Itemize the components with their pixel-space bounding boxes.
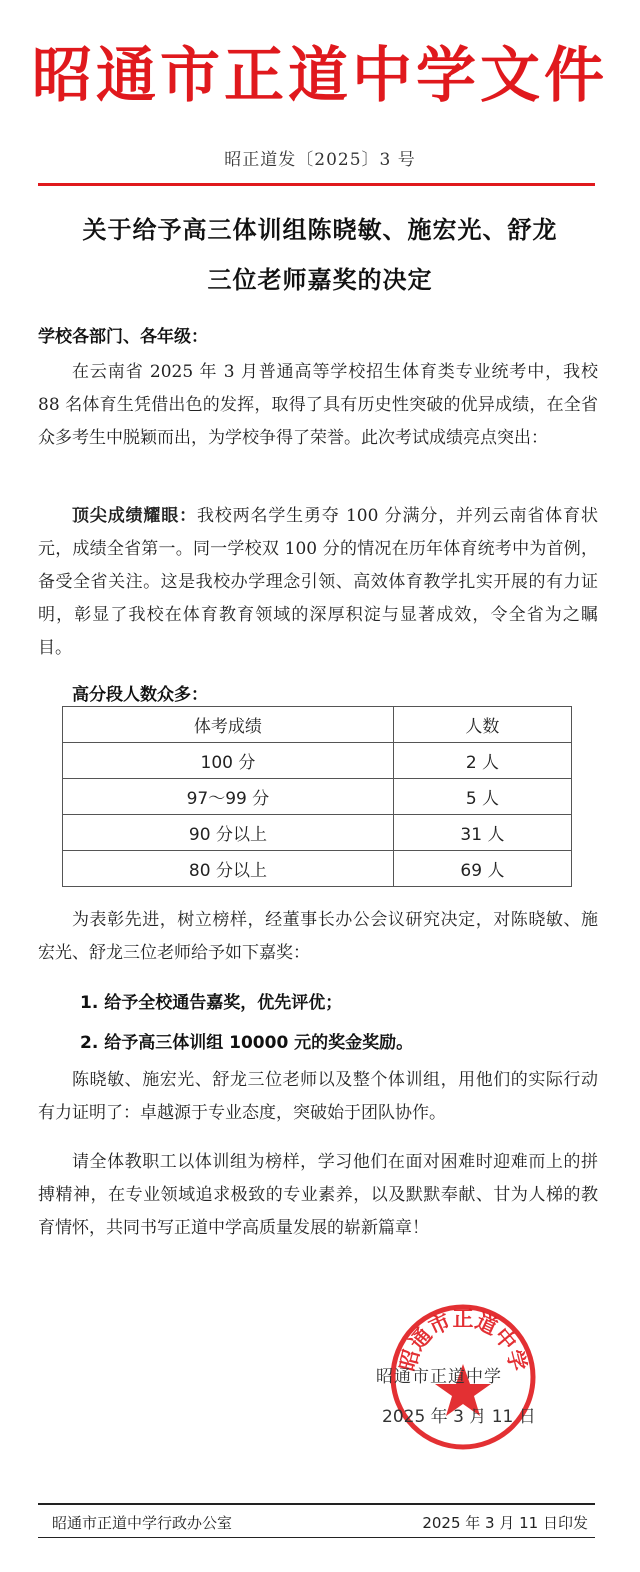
table-cell-count: 31 人 (393, 815, 571, 851)
table-cell-count: 5 人 (393, 779, 571, 815)
signature-date: 2025 年 3 月 11 日 (382, 1407, 536, 1427)
table-cell-score: 97～99 分 (63, 779, 394, 815)
header-red-divider (38, 183, 595, 186)
signature-organization: 昭通市正道中学 (376, 1367, 502, 1387)
table-header-score: 体考成绩 (63, 707, 394, 743)
award-item-2: 2. 给予高三体训组 10000 元的奖金奖励。 (80, 1033, 414, 1053)
table-cell-count: 2 人 (393, 743, 571, 779)
table-row (63, 743, 572, 779)
footer-divider-bottom (38, 1537, 595, 1538)
table-row (63, 851, 572, 887)
paragraph-top-scores-lead: 顶尖成绩耀眼： (72, 506, 197, 526)
paragraph-exam-results: 在云南省 2025 年 3 月普通高等学校招生体育类专业统考中，我校 88 名体育生凭借出色的发挥，取得了具有历史性突破的优异成绩，在全省众多考生中脱颖而出，为学校争得了荣誉。此次考试成绩亮点突出： (38, 362, 598, 448)
paragraph-call-to-action: 请全体教职工以体训组为榜样，学习他们在面对困难时迎难而上的拼搏精神，在专业领域追求极致的专业素养，以及默默奉献、甘为人梯的教育情怀，共同书写正道中学高质量发展的崭新篇章！ (38, 1152, 598, 1238)
document-number: 昭正道发〔2025〕3 号 (224, 150, 416, 170)
footer-issuing-office: 昭通市正道中学行政办公室 (52, 1514, 233, 1532)
paragraph-top-scores (38, 500, 598, 665)
footer-divider-top (38, 1503, 595, 1505)
award-item-1: 1. 给予全校通告嘉奖，优先评优； (80, 993, 343, 1013)
score-table (62, 706, 572, 887)
footer-print-date: 2025 年 3 月 11 日印发 (422, 1514, 588, 1532)
high-score-subheading: 高分段人数众多： (72, 685, 208, 705)
table-cell-score: 100 分 (63, 743, 394, 779)
table-cell-count: 69 人 (393, 851, 571, 887)
table-header-row (63, 707, 572, 743)
paragraph-award-decision: 为表彰先进，树立榜样，经董事长办公会议研究决定，对陈晓敏、施宏光、舒龙三位老师给予如下嘉奖： (38, 910, 598, 963)
document-header-title: 昭通市正道中学文件 (32, 41, 608, 111)
decision-title-line-2: 三位老师嘉奖的决定 (207, 265, 433, 294)
table-header-count: 人数 (393, 707, 571, 743)
table-cell-score: 90 分以上 (63, 815, 394, 851)
table-cell-score: 80 分以上 (63, 851, 394, 887)
table-row (63, 779, 572, 815)
paragraph-team-praise: 陈晓敏、施宏光、舒龙三位老师以及整个体训组，用他们的实际行动有力证明了：卓越源于专业态度，突破始于团队协作。 (38, 1070, 598, 1123)
salutation: 学校各部门、各年级： (38, 327, 208, 347)
seal-text: 昭通市正道中学 (395, 1307, 531, 1374)
paragraph-top-scores-text: 我校两名学生勇夺 100 分满分，并列云南省体育状元，成绩全省第一。同一学校双 100 分的情况在历年体育统考中为首例，备受全省关注。这是我校办学理念引领、高效体育教学扎实开展的有力证明，彰显了我校在体育教育领域的深厚积淀与显著成效，令全省为之瞩目。 (38, 506, 598, 658)
decision-title-line-1: 关于给予高三体训组陈晓敏、施宏光、舒龙 (82, 215, 558, 244)
table-row (63, 815, 572, 851)
